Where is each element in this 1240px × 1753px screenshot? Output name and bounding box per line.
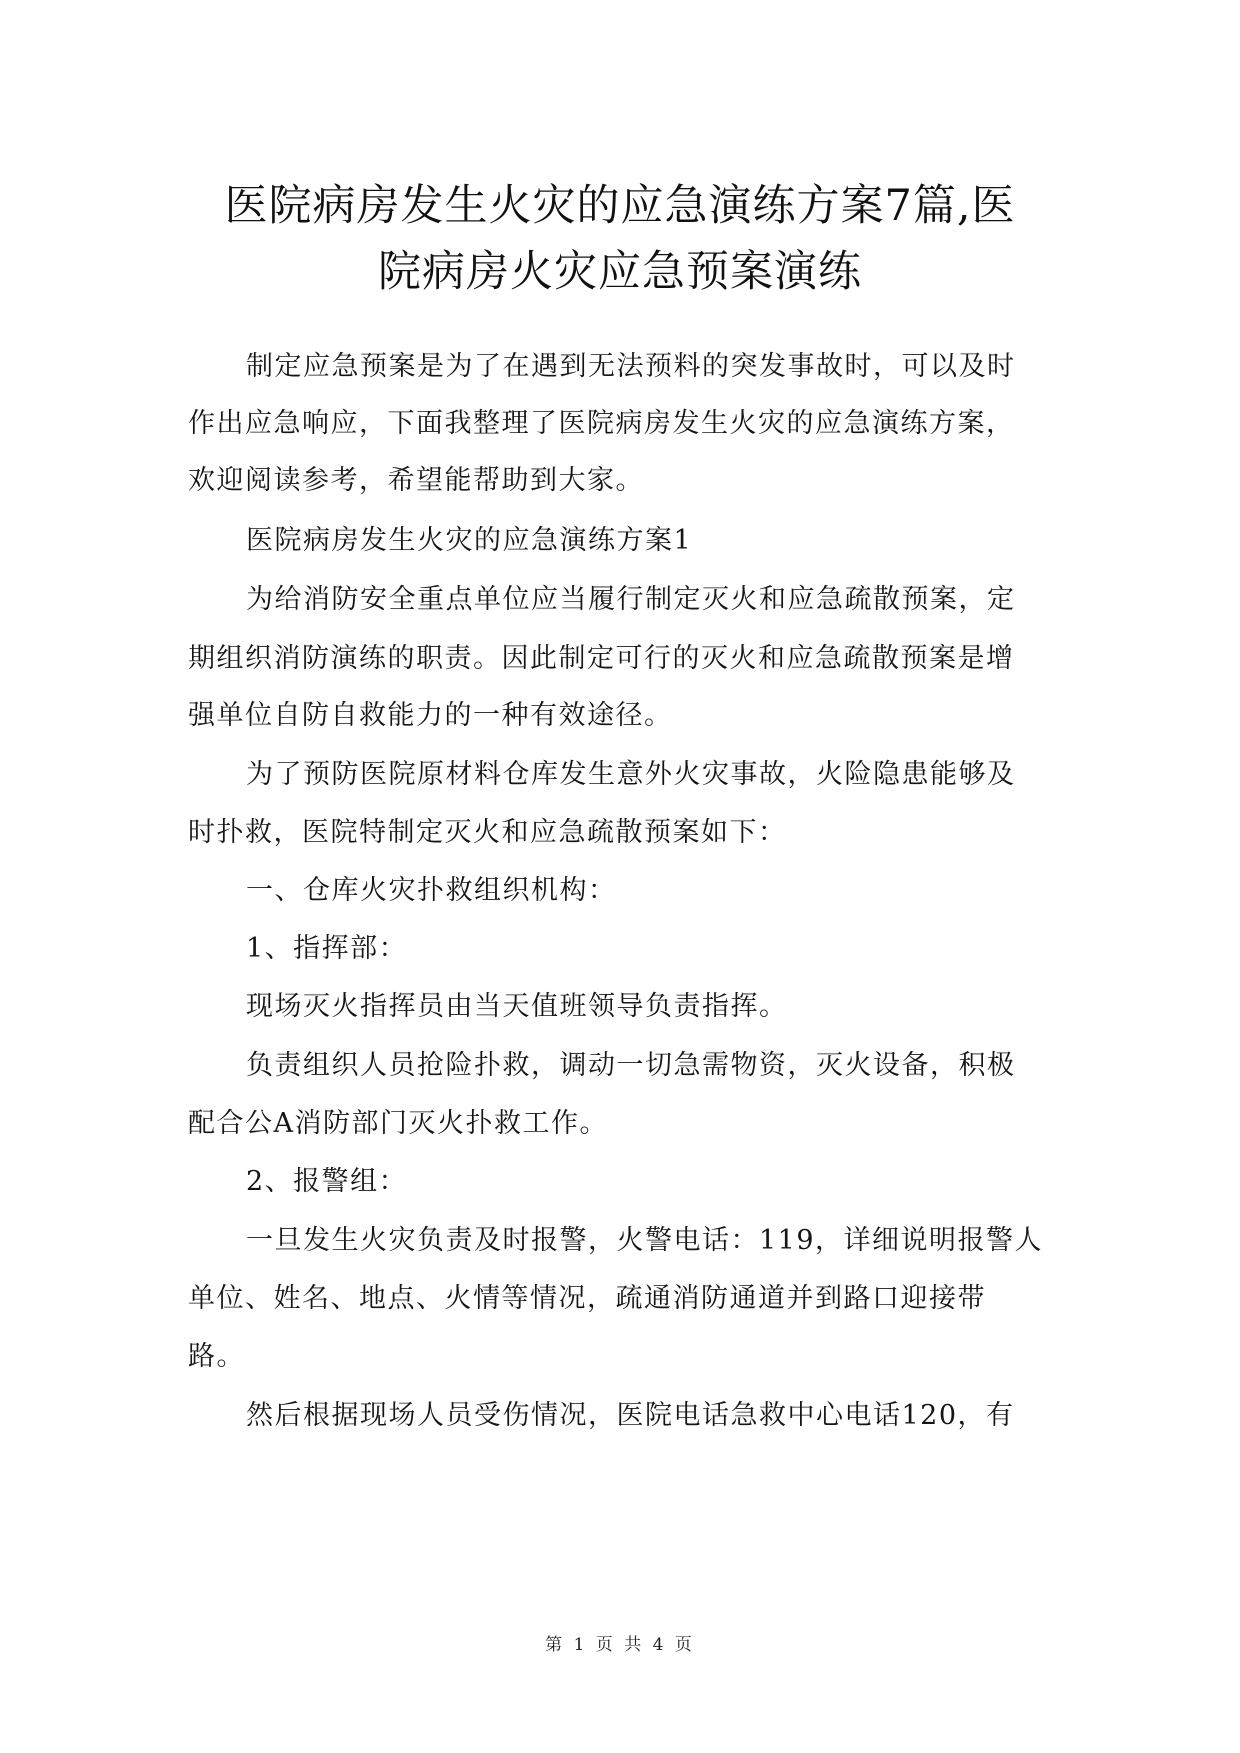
section-heading: 医院病房发生火灾的应急演练方案1 (246, 525, 693, 556)
body-line: 单位、姓名、地点、火情等情况，疏通消防通道并到路口迎接带 (188, 1283, 986, 1314)
body-line: 制定应急预案是为了在遇到无法预料的突发事故时，可以及时 (246, 351, 1016, 382)
body-line: 一旦发生火灾负责及时报警，火警电话：119，详细说明报警人 (246, 1225, 1044, 1256)
body-line: 然后根据现场人员受伤情况，医院电话急救中心电话120，有 (246, 1400, 1015, 1431)
page-footer: 第 1 页 共 4 页 (545, 1635, 695, 1655)
body-line: 一、仓库火灾扑救组织机构： (246, 875, 617, 906)
body-line: 欢迎阅读参考，希望能帮助到大家。 (188, 465, 644, 496)
body-line: 为给消防安全重点单位应当履行制定灭火和应急疏散预案，定 (246, 584, 1016, 615)
body-line: 2、报警组： (246, 1166, 408, 1197)
body-line: 时扑救，医院特制定灭火和应急疏散预案如下： (188, 817, 787, 848)
body-line: 为了预防医院原材料仓库发生意外火灾事故，火险隐患能够及 (246, 759, 1016, 790)
body-line: 路。 (188, 1341, 245, 1372)
document-title-line-2: 院病房火灾应急预案演练 (378, 247, 862, 297)
body-line: 强单位自防自救能力的一种有效途径。 (188, 700, 673, 731)
body-line: 作出应急响应，下面我整理了医院病房发生火灾的应急演练方案， (188, 408, 1015, 439)
document-title-line-1: 医院病房发生火灾的应急演练方案7篇,医 (224, 181, 1016, 231)
body-line: 期组织消防演练的职责。因此制定可行的灭火和应急疏散预案是增 (188, 643, 1015, 674)
body-line: 现场灭火指挥员由当天值班领导负责指挥。 (246, 991, 788, 1022)
body-line: 负责组织人员抢险扑救，调动一切急需物资，灭火设备，积极 (246, 1050, 1016, 1081)
body-line: 1、指挥部： (246, 933, 408, 964)
body-line: 配合公A消防部门灭火扑救工作。 (188, 1108, 608, 1139)
